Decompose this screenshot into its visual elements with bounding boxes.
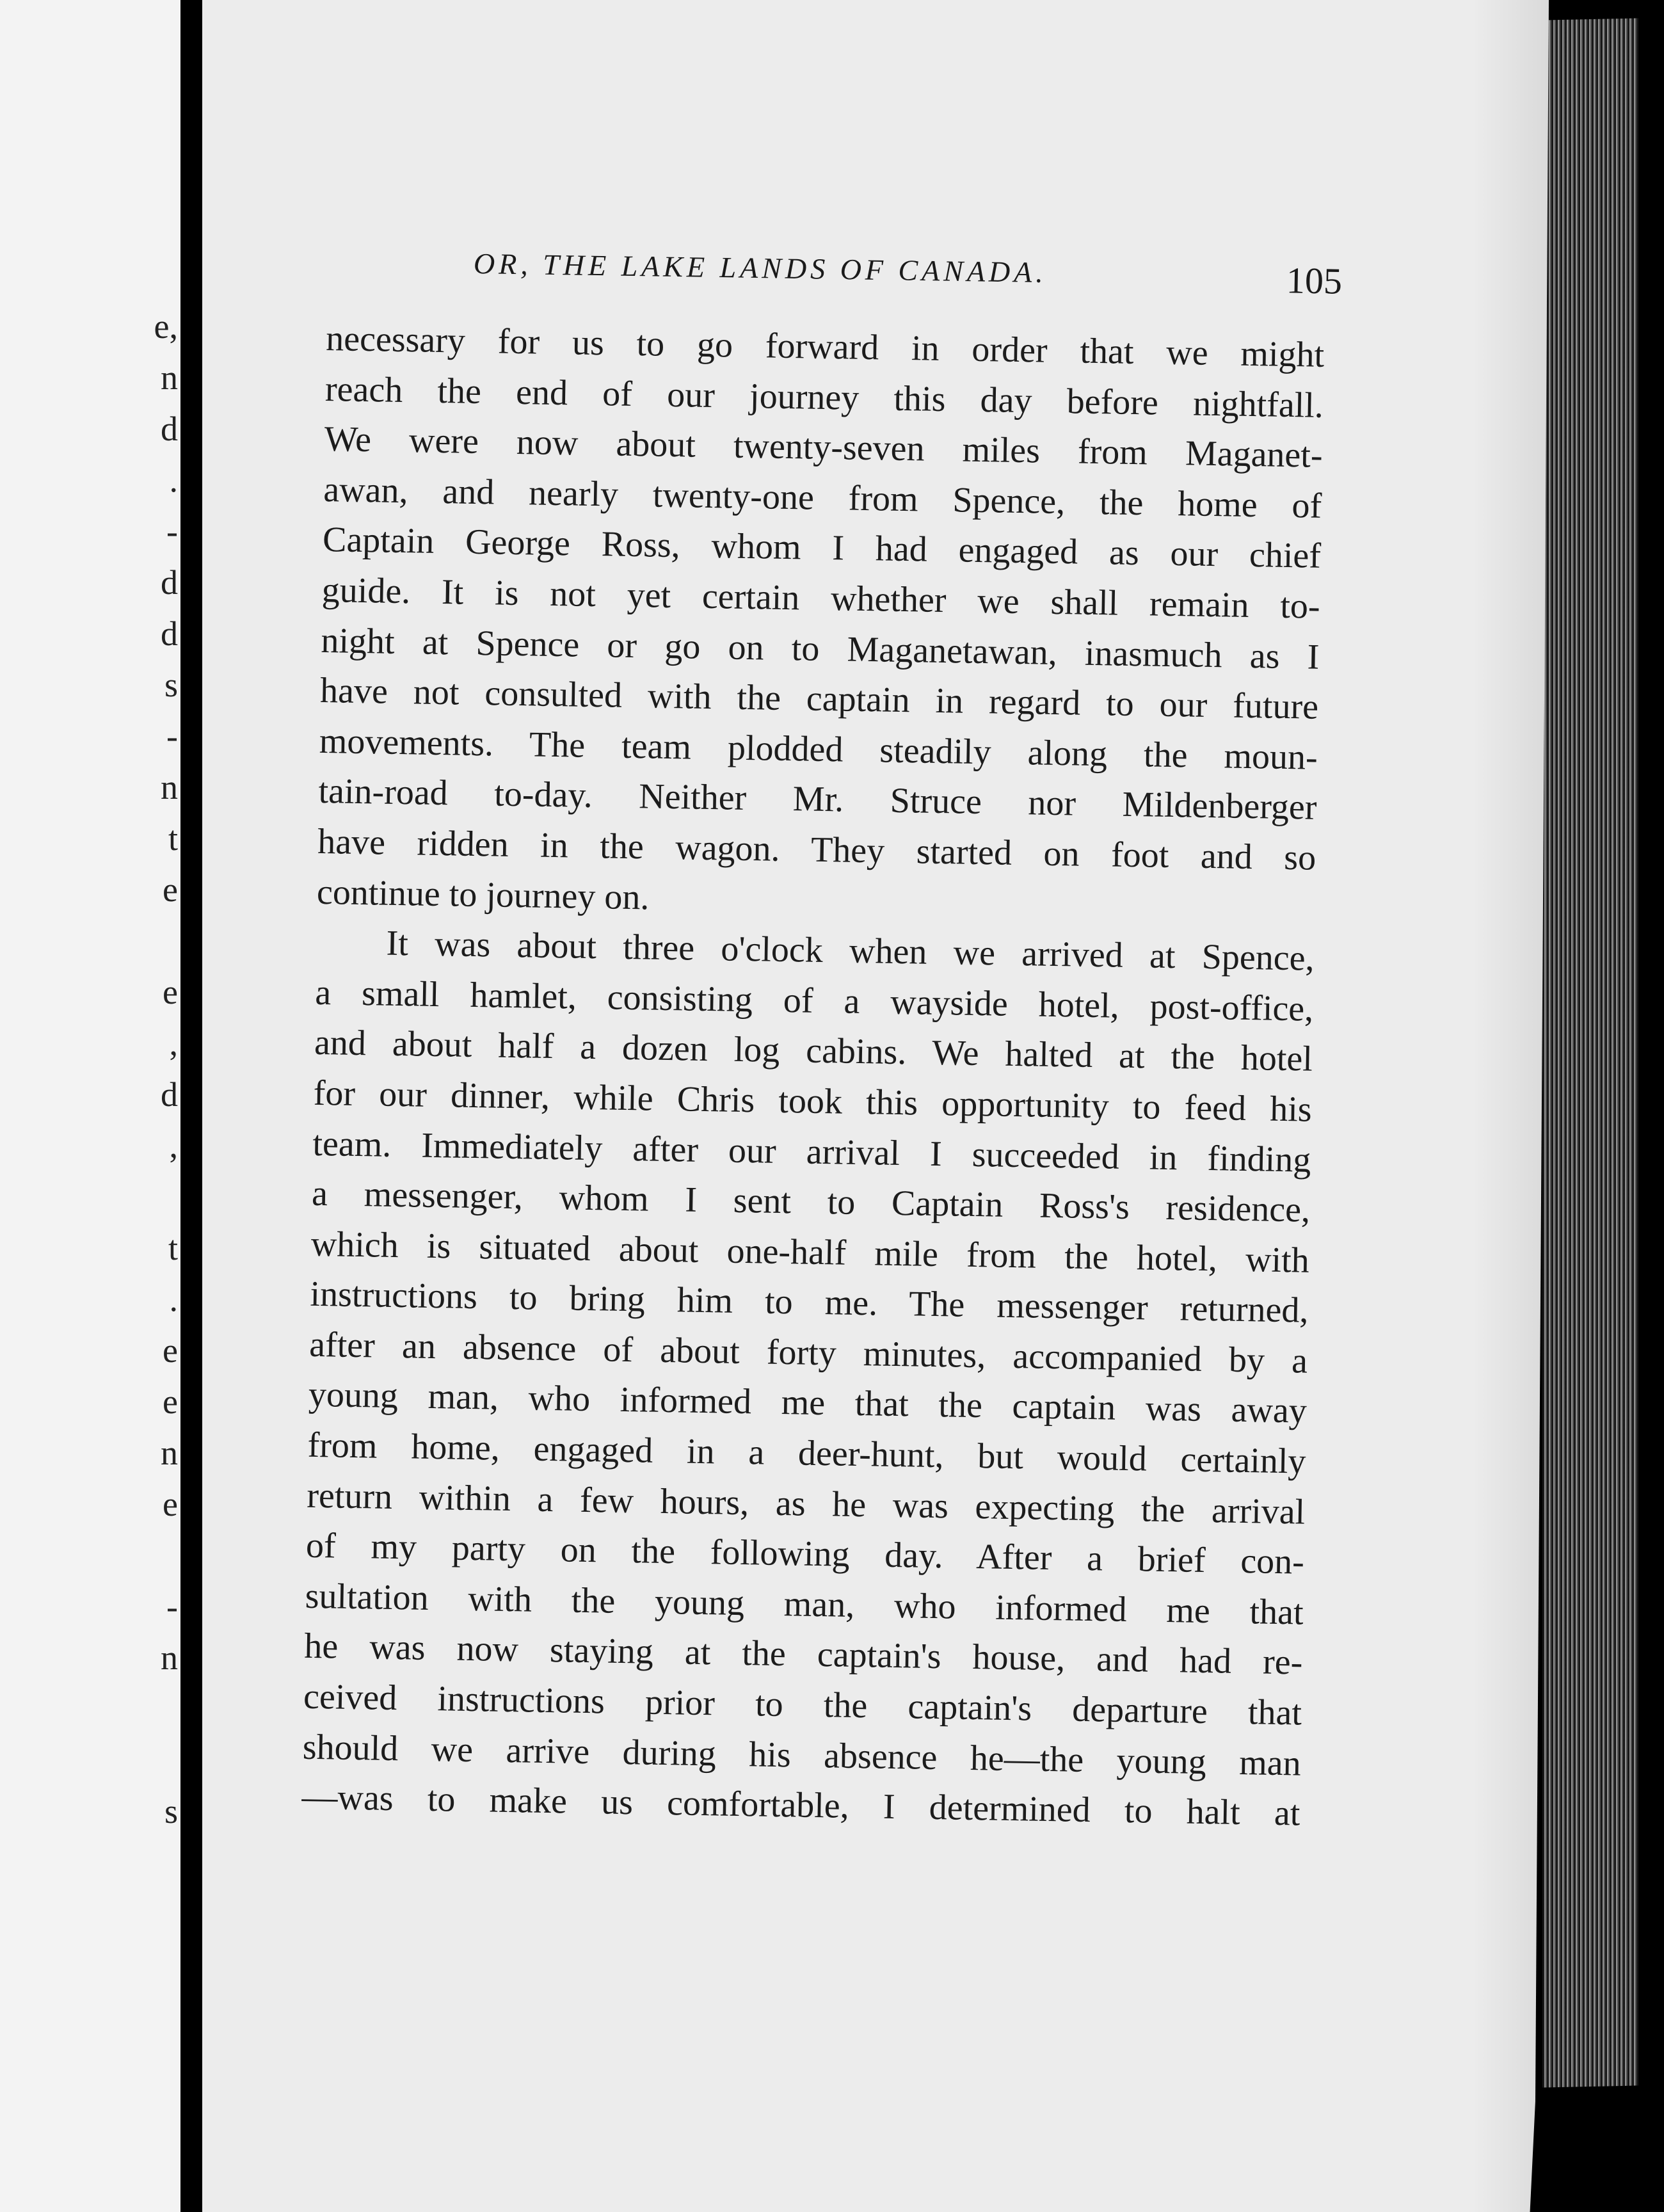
edge-letter: d <box>161 410 178 448</box>
text-line: a small hamlet, consisting of a wayside hotel, post-office, <box>314 972 1314 1029</box>
edge-letter: n <box>161 358 178 397</box>
edge-letter: - <box>166 717 178 755</box>
edge-letter <box>0 1530 180 1581</box>
edge-letter: e <box>163 870 178 909</box>
text-line: necessary for us to go forward in order that we might <box>325 318 1325 375</box>
edge-letter: t <box>168 1229 178 1267</box>
edge-letter: n <box>161 768 178 806</box>
text-line: tain-road to-day. Neither Mr. Struce nor Mildenberger <box>318 771 1317 828</box>
book-gutter <box>180 0 202 2212</box>
text-line: ceived instructions prior to the captain's departure that <box>303 1676 1302 1733</box>
text-line: continue to journey on. <box>316 872 650 918</box>
edge-letter: d <box>161 563 178 602</box>
text-line: sultation with the young man, who informed me that <box>305 1576 1304 1633</box>
facing-page-edge <box>0 0 180 2212</box>
text-line: and about half a dozen log cabins. We halted at the hotel <box>314 1023 1313 1080</box>
page-shadow <box>1472 0 1549 2212</box>
edge-letter: . <box>169 461 178 499</box>
text-line: team. Immediately after our arrival I succeeded in finding <box>312 1123 1311 1180</box>
text-line: instructions to bring him to me. The messenger returned, <box>310 1274 1309 1331</box>
text-line: Captain George Ross, whom I had engaged as our chief <box>322 520 1322 577</box>
edge-letter: e, <box>154 307 178 346</box>
edge-letter: - <box>166 1587 178 1626</box>
edge-letter: n <box>161 1639 178 1677</box>
paragraph-start-line: It was about three o'clock when we arrived at Spence, <box>386 923 1315 979</box>
edge-letter <box>0 1735 180 1786</box>
edge-letter: n <box>161 1434 178 1472</box>
text-line: after an absence of about forty minutes, accompanied by a <box>308 1324 1308 1381</box>
text-line: guide. It is not yet certain whether we shall remain to- <box>321 570 1321 627</box>
text-line: from home, engaged in a deer-hunt, but would certainly <box>307 1425 1306 1482</box>
edge-letter: d <box>161 1075 178 1114</box>
text-line: which is situated about one-half mile from the hotel, with <box>310 1224 1310 1281</box>
edge-letter: e <box>163 1382 178 1421</box>
edge-letter: d <box>161 614 178 653</box>
text-line: of my party on the following day. After a brief con- <box>305 1525 1305 1582</box>
edge-letter: , <box>169 1024 178 1062</box>
edge-letter: e <box>163 1485 178 1523</box>
text-line: he was now staying at the captain's house, and had re- <box>303 1626 1303 1683</box>
text-line: movements. The team plodded steadily along the moun- <box>319 721 1318 778</box>
text-line: have not consulted with the captain in regard to our future <box>319 671 1319 727</box>
facing-page-letters <box>0 301 180 1837</box>
edge-letter: t <box>168 819 178 858</box>
edge-letter: e <box>163 1331 178 1370</box>
text-line: We were now about twenty-seven miles from Maganet- <box>324 419 1324 476</box>
text-line: awan, and nearly twenty-one from Spence, the home of <box>323 469 1322 526</box>
edge-letter: s <box>164 666 178 704</box>
page-stack-edge <box>1542 18 1638 2087</box>
text-line: have ridden in the wagon. They started on foot and so <box>317 821 1316 878</box>
page-number: 105 <box>1286 259 1343 302</box>
text-line: —was to make us comfortable, I determined to halt at <box>301 1777 1300 1834</box>
text-line: reach the end of our journey this day before nightfall. <box>324 369 1324 426</box>
edge-letter: - <box>166 512 178 550</box>
text-line: return within a few hours, as he was expecting the arrival <box>306 1475 1306 1532</box>
edge-letter: . <box>169 1280 178 1318</box>
text-line: night at Spence or go on to Maganetawan, inasmuch as I <box>321 620 1320 677</box>
text-line: for our dinner, while Chris took this opportunity to feed his <box>313 1073 1313 1130</box>
body-text <box>301 314 1325 1839</box>
edge-letter: e <box>163 973 178 1011</box>
edge-letter: s <box>164 1792 178 1831</box>
running-head: OR, THE LAKE LANDS OF CANADA. <box>473 247 1048 289</box>
edge-letter <box>0 1171 180 1222</box>
edge-letter <box>0 1683 180 1735</box>
edge-letter <box>0 915 180 966</box>
text-line: young man, who informed me that the captain was away <box>308 1375 1308 1432</box>
edge-letter: , <box>169 1126 178 1165</box>
text-line: a messenger, whom I sent to Captain Ross's residence, <box>311 1173 1311 1230</box>
text-line: should we arrive during his absence he—the young man <box>302 1727 1302 1784</box>
